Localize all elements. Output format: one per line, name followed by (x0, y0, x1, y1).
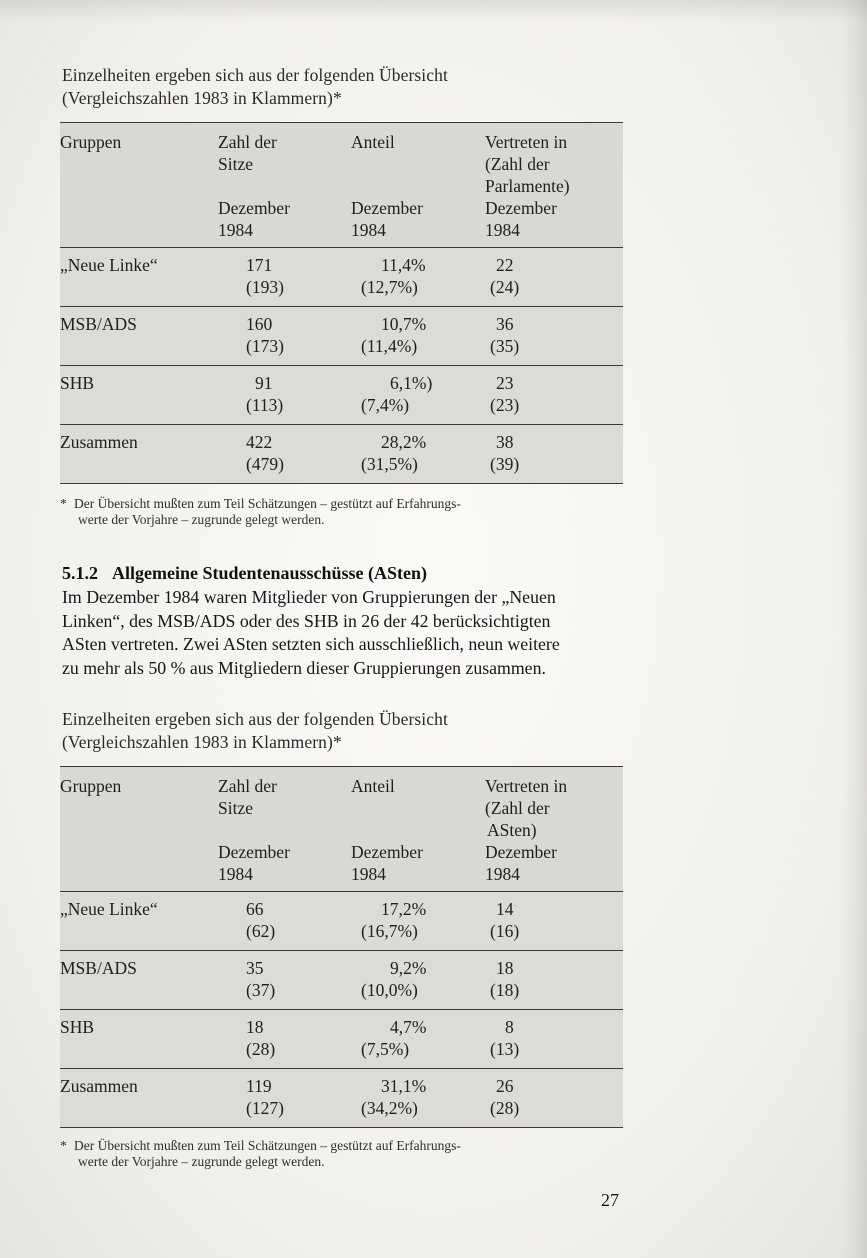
parliament-seats-table (60, 122, 623, 484)
row-sitze: 422 (479) (218, 425, 351, 484)
section-paragraph (62, 586, 628, 680)
table2-footnote (60, 1138, 630, 1170)
table-header-row (60, 767, 623, 892)
intro-line-2: (Vergleichszahlen 1983 in Klammern)* (62, 88, 342, 108)
row-gruppe: Zusammen (60, 425, 218, 484)
page-number: 27 (601, 1190, 619, 1210)
row-anteil: 9,2% (10,0%) (351, 951, 485, 1010)
row-vertreten: 18 (18) (485, 951, 623, 1010)
row-anteil: 17,2% (16,7%) (351, 892, 485, 951)
row-gruppe: „Neue Linke“ (60, 892, 218, 951)
row-anteil: 6,1%) (7,4%) (351, 366, 485, 425)
row-sitze: 171 (193) (218, 248, 351, 307)
row-sitze: 18 (28) (218, 1010, 351, 1069)
row-anteil: 11,4% (12,7%) (351, 248, 485, 307)
row-vertreten: 8 (13) (485, 1010, 623, 1069)
row-sitze: 119 (127) (218, 1069, 351, 1128)
row-sitze: 91 (113) (218, 366, 351, 425)
section-number: 5.1.2 (62, 563, 98, 583)
paragraph-line: Linken“, des MSB/ADS oder des SHB in 26 der 42 berücksichtigten (62, 610, 551, 631)
table-row (60, 248, 623, 307)
table-row (60, 307, 623, 366)
row-vertreten: 22 (24) (485, 248, 623, 307)
row-gruppe: „Neue Linke“ (60, 248, 218, 307)
paragraph-line: ASten vertreten. Zwei ASten setzten sich ausschließlich, neun weitere (62, 634, 560, 654)
header-anteil: Anteil Dezember 1984 (351, 767, 485, 892)
section-title: Allgemeine Studentenausschüsse (ASten) (112, 563, 428, 583)
footnote-line-2: werte der Vorjahre – zugrunde gelegt werden. (78, 512, 325, 527)
header-gruppen: Gruppen (60, 767, 218, 892)
row-gruppe: SHB (60, 366, 218, 425)
intro-line-2: (Vergleichszahlen 1983 in Klammern)* (62, 732, 342, 752)
header-sitze: Zahl der Sitze Dezember 1984 (218, 767, 351, 892)
footnote-line-1: Der Übersicht mußten zum Teil Schätzungen – gestützt auf Erfahrungs- (74, 496, 461, 511)
row-sitze: 66 (62) (218, 892, 351, 951)
table-row (60, 366, 623, 425)
table1-intro (62, 64, 448, 110)
table-row (60, 951, 623, 1010)
header-sitze: Zahl der Sitze Dezember 1984 (218, 123, 351, 248)
scan-shadow-top (0, 0, 867, 22)
header-vertreten: Vertreten in (Zahl der Parlamente) Dezember 1984 (485, 123, 623, 248)
paragraph-line: zu mehr als 50 % aus Mitgliedern dieser Gruppierungen zusammen. (62, 657, 546, 678)
table-row-total (60, 425, 623, 484)
table1-footnote (60, 496, 630, 528)
row-sitze: 35 (37) (218, 951, 351, 1010)
scan-shadow-right (841, 0, 867, 1258)
asten-seats-table (60, 766, 623, 1128)
row-gruppe: MSB/ADS (60, 307, 218, 366)
section-heading (62, 563, 427, 584)
row-vertreten: 36 (35) (485, 307, 623, 366)
row-vertreten: 23 (23) (485, 366, 623, 425)
table-row (60, 892, 623, 951)
footnote-line-1: Der Übersicht mußten zum Teil Schätzungen – gestützt auf Erfahrungs- (74, 1138, 461, 1153)
row-gruppe: Zusammen (60, 1069, 218, 1128)
row-sitze: 160 (173) (218, 307, 351, 366)
intro-line-1: Einzelheiten ergeben sich aus der folgenden Übersicht (62, 65, 448, 85)
row-gruppe: MSB/ADS (60, 951, 218, 1010)
header-vertreten: Vertreten in (Zahl der ASten) Dezember 1984 (485, 767, 623, 892)
paragraph-line: Im Dezember 1984 waren Mitglieder von Gruppierungen der „Neuen (62, 587, 556, 607)
intro-line-1: Einzelheiten ergeben sich aus der folgenden Übersicht (62, 709, 448, 729)
footnote-line-2: werte der Vorjahre – zugrunde gelegt werden. (78, 1154, 325, 1169)
header-anteil: Anteil Dezember 1984 (351, 123, 485, 248)
row-anteil: 28,2% (31,5%) (351, 425, 485, 484)
table2-intro (62, 708, 448, 754)
row-vertreten: 14 (16) (485, 892, 623, 951)
table-row (60, 1010, 623, 1069)
header-gruppen: Gruppen (60, 123, 218, 248)
row-anteil: 4,7% (7,5%) (351, 1010, 485, 1069)
row-gruppe: SHB (60, 1010, 218, 1069)
table-row-total (60, 1069, 623, 1128)
table-header-row (60, 123, 623, 248)
row-vertreten: 26 (28) (485, 1069, 623, 1128)
row-anteil: 10,7% (11,4%) (351, 307, 485, 366)
row-vertreten: 38 (39) (485, 425, 623, 484)
footnote-marker: * (60, 1138, 67, 1153)
footnote-marker: * (60, 496, 67, 511)
row-anteil: 31,1% (34,2%) (351, 1069, 485, 1128)
